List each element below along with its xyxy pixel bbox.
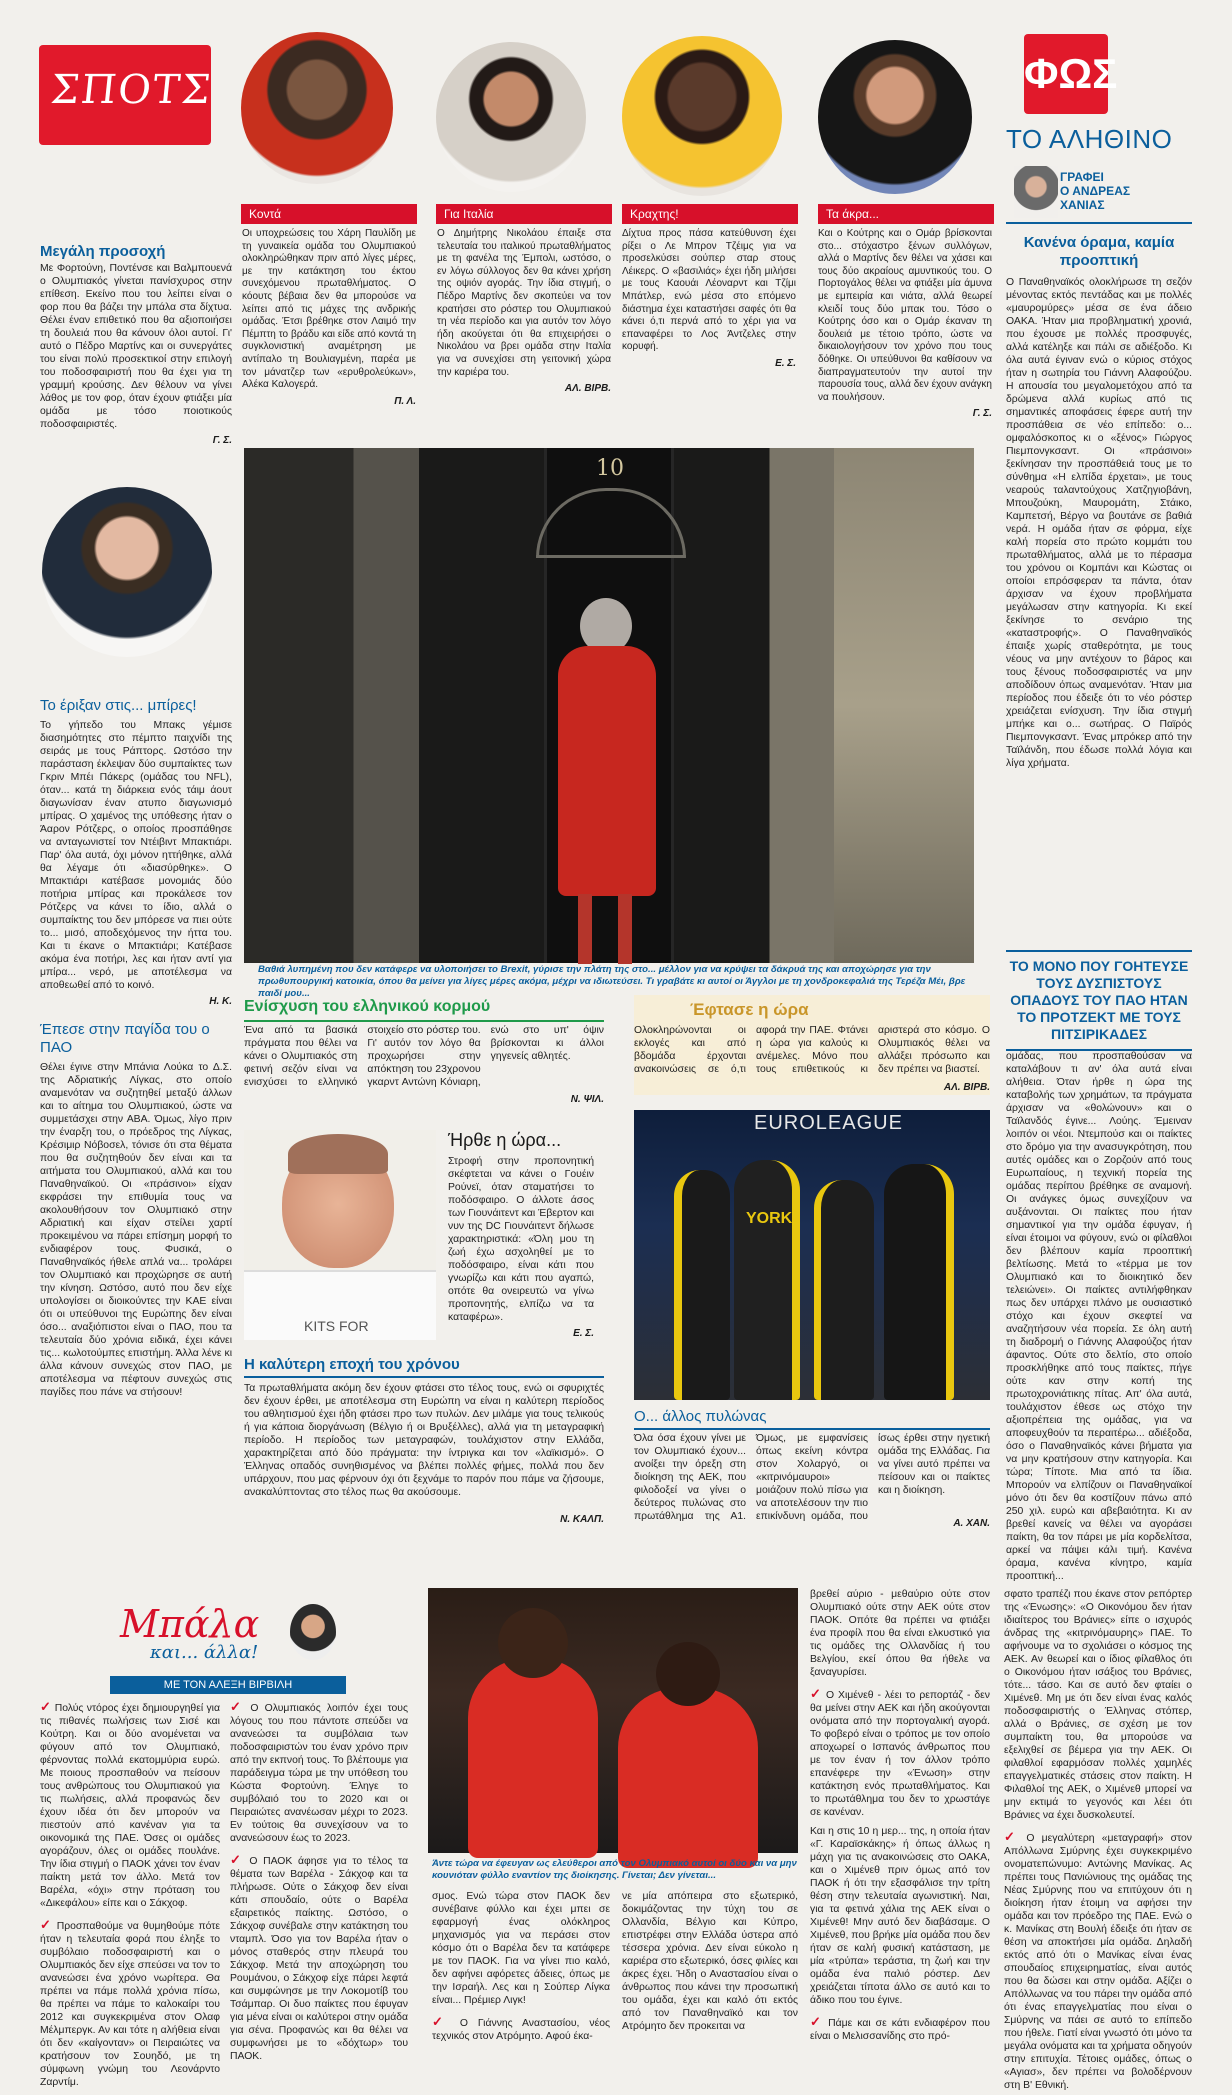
columnist-byline: ΓΡΑΦΕΙ Ο ΑΝΔΡΕΑΣ ΧΑΝΙΑΣ <box>1060 170 1131 212</box>
checkmark-icon: ✓ <box>230 1852 244 1867</box>
mpala-header <box>110 1600 340 1670</box>
mpala-subtitle: και... άλλα! <box>150 1642 259 1663</box>
mpala-col-3 <box>432 1890 610 2080</box>
irthe-column <box>448 1130 594 1339</box>
divider <box>634 1428 990 1430</box>
article-body: Δίχτυα προς πάσα κατεύθυνση έχει ρίξει ο Λε Μπρον Τζέιμς για να προσελκύσει σούπερ σταρ στους Λέικερς. Ο «βασιλιάς» έχει ήδη μιλήσει με τους Καουάι Λέοναρντ και Τζίμι Μπάτλερ, ενώ μέσα στο επόμενο διάστημα έχει καταστήσει σαφές ότι θα κάνει ό,τι περνά από το χέρι για να επαναφέρει το Λος Άντζελες στην κορυφή. <box>622 228 796 353</box>
headline: Το έριξαν στις... μπίρες! <box>40 697 197 714</box>
woman-figure <box>552 598 662 963</box>
article-body: σφατο τραπέζι που έκανε στον ρεπόρτερ της «Ένωσης»: «Ο Οικονόμου δεν ήταν ιδιαίτερος του Βράνιες» είπε ο ισχυρός άνδρας της «κιτρινόμαυρης» ΠΑΕ. Το αφήνουμε να το σχολιάσει ο κόσμος της ΑΕΚ. Αν θεωρεί και ο ίδιος φίλαθλος ότι ο Οικονόμου ήταν ισάξιος του Βράνιες, τότε... τάσο. Και σε αυτό δεν φταίει ο Χιμένεθ. Μη με ότι δεν είναι ένας καλός ποδοσφαιριστής ο Έλληνας στόπερ, αλλά ο Βράνιες, σε σχέση με τον συμπαίκτη του, θα μπορούσε να εξελιχθεί σε βέμερα για την ΑΕΚ. Οι φιλαθλοί εφαρμόσαν πολλές χαμηλές επαγγελματικές στάσεις στον παίκτη. Η Φιλαθλοί της ΑΕΚ, ο Χιμένεθ μπορεί να μην εκτιμά το γεγονός και λέει ότι Βράνιες να έχει δυσκολευτεί. <box>1004 1589 1192 1821</box>
right-column <box>1006 234 1192 976</box>
author-initials: Γ. Σ. <box>972 408 992 420</box>
article-body: Στροφή στην προπονητική σκέφτεται να κάνει ο Γουέιν Ρούνεϊ, όταν σταματήσει το ποδόσφαιρο. Ο άλλοτε άσος των Γιουνάιτεντ και Έβερτον και νυν της DC Γιουνάιτεντ δήλωσε χαρακτηριστικά: «Όλη μου τη ζωή έχω ασχοληθεί με το ποδόσφαιρο, είναι κάτι που γνωρίζω και κάτι που αγαπώ, οπότε θα ονειρευτώ να γίνω προπονητής, ελπίζω να τα καταφέρω». <box>448 1156 594 1323</box>
article-body: ✓ Ο Γιάννης Αναστασίου, νέος τεχνικός στον Ατρόμητο. Αφού έκα- <box>432 2014 610 2042</box>
author-initials: Ε. Σ. <box>775 357 796 369</box>
divider <box>244 1020 604 1022</box>
photo-basketball <box>634 1110 990 1400</box>
portrait-caption: Κραχτης! <box>622 204 798 224</box>
article-body: Το γήπεδο του Μπακς γέμισε διασημότητες στο πέμπτο παιχνίδι της σειράς με τους Ράπτορς. Ωστόσο την παράσταση έκλεψαν δύο συμπαίκτες των Γκριν Μπέι Πάκερς (ομάδας του NFL), όταν... κατά τη διάρκεια ενός τάιμ άουτ διαγωνίσαν έναν ατυπο διαγωνισμό μπίρας. Ο χαμένος της υπόθεσης ήταν ο Άαρον Ρότζερς, ο οποίος προσπάθησε να ανταγωνιστεί τον Ντέιβιντ Μπακτιάρι. Παρ' όλα αυτά, όχι μόνον ηττήθηκε, αλλά θα λέγαμε ότι «διασύρθηκε». Ο Μπακτιάρι κατέβασε μονομιάς δύο ποτήρια μπίρας και προκάλεσε τον Ρότζερς να κάνει το ίδιο, αλλά ο συμπαίκτης του δεν μπόρεσε να πιει ούτε το... μισό, αποδεχόμενος την ήττα του. Και τι έκανε ο Μπακτιάρι; Κατέβασε ακόμα ένα ποτήρι, λες και ήταν αντί για μπίρα... νερό, με αποτέλεσμα να αποθεωθεί από το κοινό. <box>40 720 232 991</box>
fos-logo: ΦΩΣ <box>1024 34 1108 114</box>
author-initials: Α. ΧΑΝ. <box>953 1518 990 1529</box>
divider <box>1006 222 1192 224</box>
author-initials: ΑΛ. ΒΙΡΒ. <box>943 1082 990 1093</box>
portrait-caption: Τα άκρα... <box>818 204 994 224</box>
article-body: Ο Δημήτρης Νικολάου έπαιξε στα τελευταία του ιταλικού πρωταθλήματος με τη φανέλα της Έμπολι, ωστόσο, ο εν λόγω σύλλογος δεν θα κάνει χρήση της οψιόν αγοράς. Την ίδια στιγμή, ο Πέδρο Μαρτίνς δεν σκοπεύει να τον κρατήσει στο ρόστερ του Ολυμπιακού τη νέα περίοδο και για αυτόν τον λόγο ήδη ακούγεται ότι θα επιχειρήσει ο Νικολάου να βρει ομάδα στην Ιταλία για να συνεχίσει στη γειτονική χώρα την καριέρα του. <box>437 228 611 378</box>
article-body: ✓ Ο ΠΑΟΚ άφησε για το τέλος τα θέματα των Βαρέλα - Σάκχοφ και τα πλήρωσε. Ούτε ο Σάκχοφ δεν είναι κάτι σπουδαίο, ούτε ο Βαρέλα εξαιρετικός παίκτης. Ωστόσο, ο Σάκχοφ συνέβαλε στην κατάκτηση του νταμπλ. Όσο για τον Βαρέλα ήταν ο μόνος σταθερός στην πλευρά του Σάκχοφ. Μετά την αποχώρηση του Ρουμάνου, ο Σάκχοφ είχε πάρει λεφτά και συμφώνησε με την Λοκομοτίβ του Τσάμπαρ. Οι δυο παίκτες που έφυγαν για μένα είναι οι καλύτεροι στην ομάδα για σένα. Προφανώς και θα θέλει να συμφωνήσει με το «δόχτωρ» του ΠΑΟΚ. <box>230 1852 408 2062</box>
column-martins <box>818 228 992 419</box>
checkmark-icon: ✓ <box>230 1699 245 1714</box>
door-number: 10 <box>596 456 624 481</box>
mpala-col-1 <box>40 1700 220 2089</box>
article-body: σμος. Ενώ τώρα στον ΠΑΟΚ δεν συνέβαινε φύλλο και έχει μπει σε εφαρμογή ένας ολόκληρος μηχανισμός για να περάσει στον κόσμο ότι ο Βαρέλα δεν τα κατάφερε με τον ΠΑΟΚ. Για να γίνει πιο καλό, δεν αφήνει αφόρετες άδειες, όπως με την Ισραήλ. Λες και η Σούπερ Λίγκα είναι... Πρέμιερ Λιγκ! <box>432 1891 610 2006</box>
banner-text: EUROLEAGUE <box>754 1112 903 1134</box>
headline: Ενίσχυση του ελληνικού κορμού <box>244 998 491 1015</box>
checkmark-icon: ✓ <box>1004 1829 1020 1844</box>
shirt-text: KITS FOR <box>304 1318 369 1334</box>
headline: Μεγάλη προσοχή <box>40 243 166 260</box>
checkmark-icon: ✓ <box>810 1686 822 1701</box>
divider <box>244 1376 604 1378</box>
columnist-avatar <box>290 1604 336 1660</box>
article-body: Και η στις 10 η μερ... της, η οποία ήταν «Γ. Καραϊσκάκης» ή όπως άλλως η μάχη για τις ανακοινώσεις στο ΟΑΚΑ, και ο Χιμένεθ πριν όμως από τον ΠΑΟΚ ή ότι την εξασφάλισε την τρίτη θέση στην τελευταία αγωνιστική. Ναι, για τα φετινά χάλια της ΑΕΚ είναι ο Χιμένεθ! Μην αυτό δεν διαβάσαμε. Ο Χιμένεθ, που βρήκε μία ομάδα που δεν ήταν σε καλή φυσική κατάσταση, με μία «τρύπα» τεράστια, τη ζωή και την ομάδα ένα παλιό ρόστερ. Δεν χρειάζεται τίποτα άλλο σε αυτό και το άδικο που του έγινε. <box>810 1826 990 2006</box>
article-body: Οι υποχρεώσεις του Χάρη Παυλίδη με τη γυναικεία ομάδα του Ολυμπιακού ολοκληρώθηκαν πριν από λίγες μέρες, με την κατάκτηση του έκτου συνεχόμενου πρωταθλήματος. Ο κόουτς βέβαια δεν θα μπορούσε να λείπει από τις μάχες της ανδρικής ομάδας. Έτσι βρέθηκε στον Λαιμό την Πέμπτη το βράδυ και είδε από κοντά τη συγκλονιστική αναμέτρηση με αντίπαλο τη Βουλιαγμένη, παρέα με τον μάνατζερ των «ερυθρολεύκων», Αλέκα Καλογερά. <box>242 228 416 391</box>
checkmark-icon: ✓ <box>810 2014 824 2029</box>
article-body: νε μία απόπειρα στο εξωτερικό, δοκιμάζοντας την τύχη του σε Ολλανδία, Βέλγιο και Κύπρο, επιστρέφει στην Ελλάδα ύστερα από τέσσερα χρόνια. Δεν είναι εύκολο η καριέρα στο εξωτερικό, όσες φιλίες και άκρες έχει. Ήδη ο Αναστασίου είναι ο άνθρωπος που κάνει την προσωπική του ομάδα, έχει και καλό ότι εκτός από τον Παναθηναϊκό και τον Ατρόμητο δεν προκειται να <box>622 1891 798 2032</box>
spots-logo: ΣΠΟΤΣ <box>39 45 211 145</box>
photo-theresa-may <box>244 448 974 963</box>
headline: Έφτασε η ώρα <box>690 1000 809 1019</box>
article-body: ✓ Ο μεγαλύτερη «μεταγραφή» στον Απόλλωνα Σμύρνης έχει συγκεκριμένο ονοματεπώνυμο: Αντώνης Μανίκας. Ας πρέπει τους Πανιώνιους της ομάδας της Νέας Σμύρνης που να επιτύχουν ότι η διοίκηση ήταν έτοιμη να αφήσει την ομάδα και τον πρόεδρο της ΠΑΕ. Ενώ ο κ. Μανίκας στη Βουλή έδειξε ότι ήταν σε θέση να αποκτήσει μία ομάδα. Δηλαδή εκτός από ότι ο Μανίκας είναι ένας σπουδαίος επιχειρηματίας, είναι αυτός που θα δώσει και στην ομάδα. Αξίζει ο Απόλλωνας να του πάρει την ομάδα από ότι ένας επαγγελματίας που είναι ο Σμύρνης να πάει σε αυτό το επίπεδο που ήθελε. Γιατί είναι γνωστό ότι μόνο τα μεγάλα ονόματα και τα χρήματα οδηγούν στην επιτυχία. Τέτοιες ομάδες, όπως ο «Αγιασ», δεν πρέπει να βολοδέρνουν στη Β' Εθνική. <box>1004 1829 1192 2091</box>
photo-rooney <box>244 1130 436 1340</box>
photo-olympiakos <box>428 1588 798 1853</box>
article-body: ✓ Πάμε και σε κάτι ενδιαφέρον που είναι ο Μελισσανίδης στο πρό- <box>810 2014 990 2042</box>
article-body: Ολοκληρώνονται οι εκλογές και από βδομάδα έρχονται ανακοινώσεις σε ό,τι αφορά την ΠΑΕ. Φτάνει η ώρα για καλούς κι ανέμελες. Μόνο που τους επιθετικούς κι αριστερά στο κόσμο. Ο Ολυμπιακός θέλει να αλλάξει πρόσωπο και δεν πρέπει να βιαστεί. <box>634 1025 990 1075</box>
author-initials: Ν. ΨΙΛ. <box>570 1094 604 1105</box>
article-body: Όλα όσα έχουν γίνει με τον Ολυμπιακό έχουν... ανοίξει την όρεξη στη διοίκηση της ΑΕΚ, που φιλοδοξεί να γίνει ο δεύτερος πυλώνας στο πρωτάθλημα της Α1. Όμως, με εμφανίσεις όπως εκείνη κόντρα στον Χολαργό, οι «κιτρινόμαυροι» μοιάζουν πολύ πίσω για να αποτελέσουν την πιο επικίνδυνη ομάδα, που ίσως έρθει στην ηγετική ομάδα της Ελλάδας. Για να γίνει αυτό πρέπει να πείσουν και οι παίκτες και η διοίκηση. <box>634 1433 990 1522</box>
portrait-nikolaou <box>436 42 586 192</box>
mpala-col-6 <box>1004 1588 1192 2091</box>
headline: Έπεσε στην παγίδα του ο ΠΑΟ <box>40 1021 210 1056</box>
photo-caption: Άντε τώρα να έφευγαν ως ελεύθεροι από τον Ολυμπιακό αυτοί οι δύο και να μην κουνιόταν φύλλο εναντίον της διοίκησης. Γίνεται; Δεν γίνεται... <box>432 1858 797 1881</box>
mpala-col-4 <box>622 1890 798 2080</box>
article-body: ✓ Πολύς ντόρος έχει δημιουργηθεί για τις πιθανές πωλήσεις των Σισέ και Κούτρη. Και οι δύο ανομένεται να φύγουν από τον Ολυμπιακό, φέρνοντας πολλά εκατομμύρια ευρώ. Με ποιους προσπαθούν να πείσουν τους ανθρώπους του Ολυμπιακού για τις πωλήσεις, αλλά προφανώς δεν έχουν ιδέα ότι δεν μπορούν να πιεστούν από κανέναν για τα οικονομικά της ΠΑΕ. Όσες οι ομάδες αγοράζουν, όλες οι ομάδες πουλάνε. Την ίδια στιγμή ο ΠΑΟΚ χάνει τον έναν παίκτη μετά τον άλλο. Μετά τον Βαρέλα, «όχι» στην πρόταση του «Δικεφάλου» είπε και ο Σάκχοφ. <box>40 1699 220 1909</box>
author-initials: Γ. Σ. <box>212 435 232 446</box>
article-body: ✓ Ο Ολυμπιακός λοιπόν έχει τους λόγους του που πάντοτε σπεύδει να ανανεώσει τα συμβόλαια των ποδοσφαιριστών του έναν χρόνο πριν από την εκπνοή τους. Το βλέπουμε για παράδειγμα τώρα με την υπόθεση του Κώστα Φορτούνη. Έληγε το συμβόλαιό του το 2020 και οι Πειραιώτες ανανέωσαν μέχρι το 2023. Εν τούτοις θα συνεχίσουν να το ανανεώσουν έως το 2023. <box>230 1699 409 1844</box>
checkmark-icon: ✓ <box>40 1699 52 1714</box>
portrait-martins <box>818 40 972 194</box>
column-nikolaou <box>437 228 611 394</box>
columnist-avatar <box>1014 166 1058 218</box>
left-column <box>40 243 232 446</box>
headline: Κανένα όραμα, καμία προοπτική <box>1023 234 1175 269</box>
article-body: Με Φορτούνη, Ποντένσε και Βαλμπουενά ο Ολυμπιακός γίνεται πανίσχυρος στην επίθεση. Εκείνο που του λείπει είναι ο φορ που θα βάζει την μπάλα στα δίχτυα. Θέλει έναν επιθετικό που θα αξιοποιήσει τη δουλειά που θα κάνουν όλοι αυτοί. Γι' αυτό ο Πέδρο Μαρτίνς και οι συνεργάτες του είναι πολύ προσεκτικοί στην επιλογή του ποδοσφαιριστή που θα έχει για τη γραμμή κρούσης. Δεν θέλουν να γίνει λάθος με τον φορ, όταν έχουν φτιάξει μία ομάδα με τόσο ποιοτικούς ποδοσφαιριστές. <box>40 263 232 430</box>
jersey-name: YORK <box>746 1210 793 1227</box>
pullquote: ΤΟ ΜΟΝΟ ΠΟΥ ΓΟΗΤΕΥΣΕ ΤΟΥΣ ΔΥΣΠΙΣΤΟΥΣ ΟΠΑΔΟΥΣ ΤΟΥ ΠΑΟ ΗΤΑΝ ΤΟ ΠΡΟΤΖΕΚΤ ΜΕ ΤΟΥΣ ΠΙΤΣΙΡΙΚΑΔΕΣ <box>1006 950 1192 1051</box>
left-column <box>40 697 232 1399</box>
author-initials: Ν. ΚΑΛΠ. <box>560 1514 604 1525</box>
author-initials: ΑΛ. ΒΙΡΒ. <box>564 383 611 395</box>
column-pavlidis <box>242 228 416 407</box>
headline: Ήρθε η ώρα... <box>448 1130 562 1150</box>
portrait-lebron <box>622 36 782 196</box>
article-body: Ένα από τα βασικά πράγματα που θέλει να κάνει ο Ολυμπιακός στη φετινή σεζόν είναι να ενισχύσει το ελληνικό στοιχείο στο ρόστερ του. Γι' αυτόν τον λόγο θα προχωρήσει στην απόκτηση του 23χρονου γκαρντ Αντώνη Κόνιαρη, ενώ στο υπ' όψιν βρίσκονται κι άλλοι γηγενείς αθλητές. <box>244 1025 604 1088</box>
portrait-caption: Κοντά <box>241 204 417 224</box>
portrait-player <box>42 487 212 657</box>
article-body: ✓ Ο Χιμένεθ - λέει το ρεπορτάζ - δεν θα μείνει στην ΑΕΚ και ήδη ακούγονται ονόματα από την πορτογαλική αγορά. Το φοβερό είναι ο τρόπος με τον οποίο αποχωρεί ο Ισπανός άνθρωπος που με τον έναν ή τον άλλον τρόπο επανέφερε την «Ένωση» στην κατάκτηση ενός πρωταθλήματος. Και το πρωτάθλημα του δεν το χρωστάγε σε κανέναν. <box>810 1686 990 1818</box>
mpala-col-2 <box>230 1700 408 2075</box>
article-body: βρεθεί αύριο - μεθαύριο ούτε στον Ολυμπιακό ούτε στην ΑΕΚ ούτε στον ΠΑΟΚ. Οπότε θα πρέπει να φτιάξει ένα προφίλ που θα είναι ελκυστικό για τις ομάδες της Ολλανδίας ή του Βελγίου, εκεί όπου θα ήθελε να ξαναγυρίσει. <box>810 1589 990 1678</box>
photo-caption: Βαθιά λυπημένη που δεν κατάφερε να υλοποιήσει το Brexit, γύρισε την πλάτη της στο... μέλλον για να κρύψει τα δάκρυά της και αποχώρησε για την πρωθυπουργική κατοικία, όπου θα μείνει για λίγες μέρες ακόμα, μέχρι να ιδιωτεύσει. Τι γραβάτε κι αυτοί οι Άγγλοι με τη χονδροκεφαλιά της Τερέζα Μέι, βρε παιδί μου... <box>258 964 966 999</box>
author-initials: Π. Λ. <box>394 395 416 407</box>
mpala-byline: ΜΕ ΤΟΝ ΑΛΕΞΗ ΒΙΡΒΙΛΗ <box>110 1676 346 1694</box>
article-body: Και ο Κούτρης και ο Ομάρ βρίσκονται στο... στόχαστρο ξένων συλλόγων, αλλά ο Μαρτίνς δεν θέλει να χάσει και τους δύο ακραίους αμυντικούς του. Ο Πορτογάλος θέλει να φτιάξει μία άμυνα με εμπειρία και νιάτα, αλλά θεωρεί κλειδί τους δύο μπακ του. Τόσο ο Κούτρης όσο και ο Ομάρ έκαναν τη δουλειά με τέτοιο τρόπο, ώστε να δικαιολογήσουν τον χρόνο που τους δόθηκε. Οι υπεύθυνοι θα καθίσουν να διαπραγματευτούν την αυτοί την παρουσία τους, αλλά δεν έχουν ανάγκη να πουλήσουν. <box>818 228 992 403</box>
portrait-caption: Για Ιταλία <box>436 204 612 224</box>
portrait-pavlidis <box>241 32 393 184</box>
mpala-col-5 <box>810 1588 990 2078</box>
mpala-title: Μπάλα <box>120 1602 260 1646</box>
headline: Ο... άλλος πυλώνας <box>634 1408 767 1425</box>
author-initials: Ε. Σ. <box>573 1328 594 1339</box>
article-body: ✓ Προσπαθούμε να θυμηθούμε πότε ήταν η τελευταία φορά που έληξε το συμβόλαιο ποδοσφαιριστή και ο Ολυμπιακός δεν είχε σπεύσει να τον το ανανεώσει ένα χρόνο νωρίτερα. Θα πρέπει να πάμε πολλά χρόνια πίσω, θα πρέπει να πάμε το καλοκαίρι του 2012 και συγκεκριμένα στον Ολαφ Μέλμπεργκ. Αν και τότε η αλήθεια είναι ότι δεν «καίγονταν» οι Πειραιώτες να κρατήσουν τον Σουηδό, με τη σύμφωνη γνώμη του Λεονάρντο Ζαρντίμ. <box>40 1917 220 2088</box>
author-initials: Η. Κ. <box>209 996 232 1007</box>
article-body: Ο Παναθηναϊκός ολοκλήρωσε τη σεζόν μένοντας εκτός πεντάδας και με πολλές «μαυρομύρες» μέσα σε ένα άδειο ΟΑΚΑ. Ήταν μια προβληματική χρονιά, που έχουσε με πολλές προσφυγές, αλλά κατέληξε και πάλι σε αδιέξοδο. Κι όλα αυτά έγιναν ενώ ο κύριος στόχος ήταν η σωτηρία του Γιάννη Αλαφούζου. Η απουσία του μεγαλομετόχου από τα δρώμενα αλλά κυρίως από τις σημαντικές αποφάσεις έφερε αυτή την προσπάθεια σε νέο επίπεδο: ο... ομφαλόσκοπος κι ο «ξένος» Γιώργος Πιεμπονγκσαντ. Οι «πράσινοι» ξεκίνησαν την προσπάθειά τους με το σύνθημα «Η ελπίδα έρχεται», με τους νεαρούς ταλαντούχους Χατζηγιοβάνη, Μπουζούκη, Μαυρομάτη, Στάικο, Καμπετσή, Βέργο να βουτάνε σε βαθιά νερά. Η ομάδα ήταν σε φόρμα, είχε καλή πορεία στο πρώτο κομμάτι του πρωταθλήματος, αλλά με το πέρασμα του χρόνου οι Κομπάνι και Κώστας οι οποίοι επρόσφεραν τα πάντα, όταν άρχισαν να έχουν προβλήματα μεγάλωσαν στην κατηγορία. Κι εκεί ξεκίνησε το σενάριο της «καταστροφής». Ο Παναθηναϊκός έπαιξε χωρίς σταθερότητα, με τους νέους να μην αντέχουν το βάρος και τους ξένους ποδοσφαιριστές να μην αποδίδουν όπως αναμενόταν. Ήταν μια περίοδος που έδειξε ότι το νέο ρόστερ χρειάζεται ενίσχυση. Την ίδια στιγμή μπήκε και ο... σωτήρας. Ο Παϊρός Πιεμπονγκσαντ. Ένας μπρόκερ από την Ταϊλάνδη, που έδωσε πολλά λόγια και λίγα χρήματα. <box>1006 277 1192 769</box>
wall-right <box>834 448 974 963</box>
column-lebron <box>622 228 796 369</box>
fos-subtitle: ΤΟ ΑΛΗΘΙΝΟ <box>1006 124 1173 154</box>
article-body: Τα πρωταθλήματα ακόμη δεν έχουν φτάσει στο τέλος τους, ενώ οι σφυριχτές δεν έχουν έρθει, με αποτέλεσμα στη Ευρώπη να είναι η καλύτερη περίοδος του αθλητισμού έχει ήδη φτάσει προ των πυλών. Δεν μιλάμε για τους τελικούς ή για κάποια διοργάνωση (Βέλγιο ή οι Βρυξέλλες), αλλά για τη μεταγραφική περίοδο. Η περίοδος των μεταγραφών, τουλάχιστον στην Ελλάδα, χαρακτηρίζεται από δύο πράγματα: την ίντριγκα και τον «λαϊκισμό». Ο Έλληνας οπαδός συνηθισμένος να βλέπει πολλές φήμες, πολλά που δεν υπάρχουν, που μας φέρνουν όχι ότι ξεχνάμε το παρόν που πάμε να ζήσουμε, ανακαλύπτοντας στο τέλος πως θα ακούσουμε. <box>244 1383 604 1498</box>
article-body: ομάδας, που προσπαθούσαν να καταλάβουν τι αν' όλα αυτά είναι αλήθεια. Όταν ήρθε η ώρα της καταβολής των χρημάτων, τα πράγματα άρχισαν να «θολώνουν» και ο Ταϊλανδός έγινε... Λούης. Έμειναν λοιπόν οι νέοι. Ντεμπούσ και οι παίκτες στο δρόμο για την ανασυγκρότηση, που αυτές ομάδες και ο Ζορζούν από τους Ευρωπαίους, η τεχνική πορεία της ομάδας περίπου βρέθηκε σε αναμονή. Οι ανάγκες όμως συνεχίζουν να αυξάνονται. Οι παίκτες που ήταν σημαντικοί για την ομάδα έφυγαν, ή είναι έτοιμοι να φύγουν, ενώ οι φίλαθλοι δεν βλέπουν καμία προοπτική βελτίωσης. Μετά το «τέρμα με τον Ολυμπιακό και το διοικητικό δεν τελειώνει». Οι παίκτες αντιλήφθηκαν πως δεν υπάρχει πλάνο με ουσιαστικό στόχο και έχουν σκεφτεί να αναζητήσουν νέα πορεία. Σε όλη αυτή τη διαδρομή ο Γιάννης Αλαφούζος ήταν άφαντος. Ούτε στο δελτίο, στο οποίο προσκλήθηκε από τους παίκτες, πήγε ούτε καν στην κοπή της πρωτοχρονιάτικης πίτας. Απ' όλα αυτά, τουλάχιστον έθεσε ως στόχο την αξιοπρέπεια της ομάδας, για να αποφευχθούν τα περαιτέρω... αδιέξοδα, όσο ο Παναθηναϊκός κάνει βήματα για να μην κρατήσουν στην κατηγορία. Και τώρα; Τίποτε. Μια από τα ίδια. Μπορούν να ελπίζουν οι Παναθηναϊκοί μόνο ότι δεν θα κοστίζουν πάνω από 250 χιλ. ευρώ και αβεβαιότητα. Κι αν βρεθεί κανείς να θέλει να αγοράσει παίκτη, θα τον πάρει με μία κορδελίτσα, αρκεί να πάψει κάλι τιμή. Κανένα όραμα, κανένα κίνητρο, καμία προοπτική... <box>1006 1051 1192 1582</box>
checkmark-icon: ✓ <box>40 1917 53 1932</box>
article-body: Θέλει έγινε στην Μπάνια Λούκα το Δ.Σ. της Αδριατικής Λίγκας, στο οποίο αναμενόταν να συζητηθεί μεταξύ άλλων και το αίτημα του Ολυμπιακού, ώστε να συμμετάσχει στην ΑΒΑ. Όμως, λίγο πριν την έναρξη του, ο πρόεδρος της Λίγκας, Κρέσιμιρ Νόβοσελ, τόνισε ότι στα θέματα που θα συζητηθούν δεν είναι και τα αιτήματα του Ολυμπιακού, αλλά και του Παναθηναϊκού. Οι «πράσινοι» είχαν εκφράσει την επιθυμία τους να ακολουθήσουν τον Ολυμπιακό στην Αδριατική και είχαν στείλει χαρτί προκειμένου να πάρει επίσημη μορφή το ενδιαφέρον τους. Φυσικά, ο Παναθηναϊκός ήθελε απλά να... τρολάρει τον Ολυμπιακό και προχώρησε σε αυτή την κίνηση. Ωστόσο, αυτό που δεν είχε υπολογίσει οι διοικούντες την ΚΑΕ είναι ότι οι υπεύθυνοι της Ευρώπης δεν είναι όσο... αναξιόπιστοι είναι ο ΠΑΟ, που τα τελευταία δύο χρόνια ειδικά, έχει κάνει τις... κωλοτούμπες επιστήμη. Άλλα λένε κι άλλα κάνουν συνεχώς στον ΠΑΟ, με αποτέλεσμα να πέφτουν συνεχώς στις παγίδες που πάνε να στήσουν! <box>40 1062 232 1398</box>
headline: Η καλύτερη εποχή του χρόνου <box>244 1356 460 1373</box>
checkmark-icon: ✓ <box>432 2014 450 2029</box>
